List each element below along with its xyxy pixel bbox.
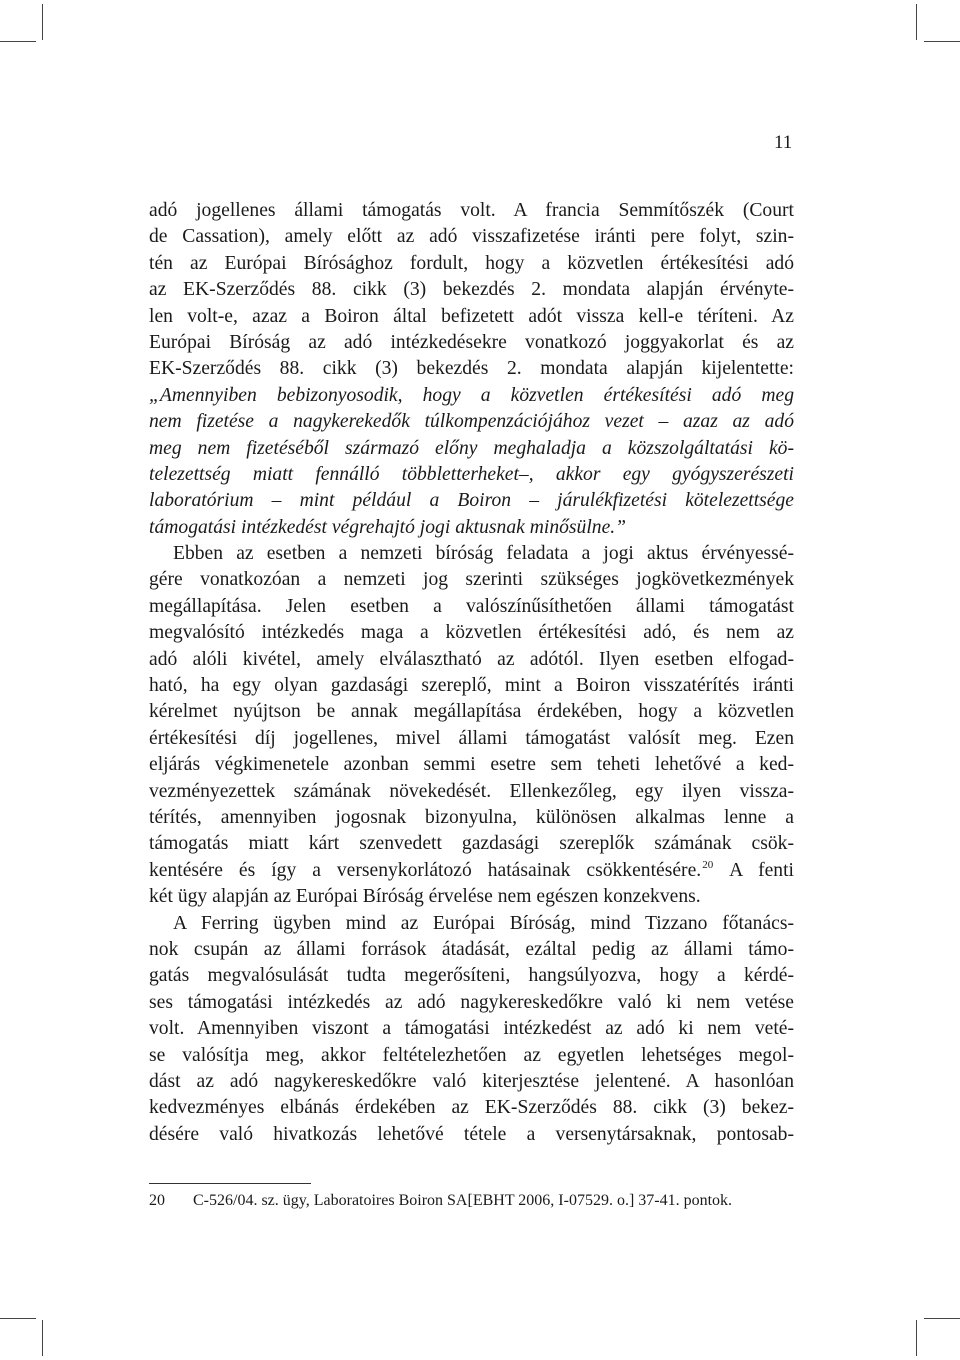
text-line: „Amennyiben bebizonyosodik, hogy a közvetlen értékesítési adó meg — [149, 384, 794, 406]
footnote-reference[interactable]: 20 — [702, 859, 714, 872]
text-line: nok csupán az állami források átadását, ezáltal pedig az állami támo- — [149, 938, 794, 960]
text-line: gére vonatkozóan a nemzeti jog szerinti szükséges jogkövetkezmények — [149, 569, 794, 591]
text-line: volt. Amennyiben viszont a támogatási intézkedést az adó ki nem veté- — [149, 1018, 794, 1040]
text-line: adó alóli kivétel, amely elválasztható az adótól. Ilyen esetben elfogad- — [149, 648, 794, 670]
crop-mark — [0, 1318, 36, 1319]
text-line: désére való hivatkozás lehetővé tétele a versenytársaknak, pontosab- — [149, 1123, 794, 1145]
crop-mark — [42, 4, 43, 40]
crop-mark — [924, 1318, 960, 1319]
text-line: meg nem fizetéséből származó előny meghaladja a közszolgáltatási kö- — [149, 437, 794, 459]
text-line: se valósítja meg, akkor feltételezhetően az egyetlen lehetséges megol- — [149, 1044, 794, 1066]
text-line: laboratórium – mint például a Boiron – járulékfizetési kötelezettsége — [149, 490, 794, 512]
text-line: térítés, amennyiben jogosnak bizonyulna, különösen alkalmas lenne a — [149, 806, 794, 828]
text-line: eljárás végkimenetele azonban semmi esetre sem teheti lehetővé a ked- — [149, 754, 794, 776]
text-line: megállapítása. Jelen esetben a valószínűsíthetően állami támogatást — [149, 595, 794, 617]
crop-mark — [0, 41, 36, 42]
text-line: megvalósító intézkedés maga a közvetlen értékesítési adó, és nem az — [149, 622, 794, 644]
text-line: tén az Európai Bírósághoz fordult, hogy a közvetlen értékesítési adó — [149, 252, 794, 274]
text-line: Ebben az esetben a nemzeti bíróság feladata a jogi aktus érvényessé- — [173, 543, 794, 565]
text-line: A Ferring ügyben mind az Európai Bíróság, mind Tizzano főtanács- — [173, 912, 794, 934]
text-line: értékesítési díj jogellenes, mivel állami támogatást valósít meg. Ezen — [149, 727, 794, 749]
text-line: gatás megvalósulását tudta megerősíteni, hangsúlyozva, hogy a kérdé- — [149, 965, 794, 987]
body-text — [149, 198, 794, 1148]
text-line: az EK-Szerződés 88. cikk (3) bekezdés 2. mondata alapján érvényte- — [149, 279, 794, 301]
text-line: EK-Szerződés 88. cikk (3) bekezdés 2. mondata alapján kijelentette: — [149, 358, 794, 380]
text-line: ses támogatási intézkedés az adó nagykereskedőkre való ki nem vetése — [149, 991, 794, 1013]
text-line: Európai Bíróság az adó intézkedésekre vonatkozó joggyakorlat és az — [149, 331, 794, 353]
text-line: dást az adó nagykereskedőkre való kiterjesztése jelentené. A hasonlóan — [149, 1070, 794, 1092]
text-line: vezményezettek számának növekedését. Ellenkezőleg, egy ilyen vissza- — [149, 780, 794, 802]
text-line: telezettség miatt fennálló többletterheket–, akkor egy gyógyszerészeti — [149, 463, 794, 485]
text-line: támogatási intézkedést végrehajtó jogi aktusnak minősülne.” — [149, 516, 627, 538]
text-line: nem fizetése a nagykerekedők túlkompenzációjához vezet – azaz az adó — [149, 411, 794, 433]
text-line: de Cassation), amely előtt az adó visszafizetése iránti pere folyt, szin- — [149, 226, 794, 248]
page-number: 11 — [774, 132, 793, 153]
text-line: kedvezményes elbánás érdekében az EK-Szerződés 88. cikk (3) bekez- — [149, 1097, 794, 1119]
crop-mark — [42, 1320, 43, 1356]
text-segment: kentésére és így a versenykorlátozó hatásainak csökkentésére. — [149, 859, 702, 881]
text-line: len volt-e, azaz a Boiron által befizetett adót vissza kell-e téríteni. Az — [149, 305, 794, 327]
footnote-number: 20 — [149, 1192, 165, 1209]
text-line: támogatás miatt kárt szenvedett gazdasági szereplők számának csök- — [149, 833, 794, 855]
crop-mark — [924, 41, 960, 42]
footnote-divider — [149, 1183, 311, 1184]
text-line — [149, 858, 794, 884]
text-line: két ügy alapján az Európai Bíróság érvelése nem egészen konzekvens. — [149, 886, 701, 908]
crop-mark — [916, 4, 917, 40]
text-line: kérelmet nyújtson be annak megállapítása érdekében, hogy a közvetlen — [149, 701, 794, 723]
text-segment: A fenti — [714, 859, 794, 881]
footnote-text: C-526/04. sz. ügy, Laboratoires Boiron SA[EBHT 2006, I-07529. o.] 37-41. pontok. — [193, 1192, 733, 1209]
text-line: ható, ha egy olyan gazdasági szereplő, mint a Boiron visszatérítés iránti — [149, 675, 794, 697]
text-line: adó jogellenes állami támogatás volt. A francia Semmítőszék (Court — [149, 200, 794, 221]
footnote — [149, 1190, 732, 1212]
crop-mark — [916, 1320, 917, 1356]
